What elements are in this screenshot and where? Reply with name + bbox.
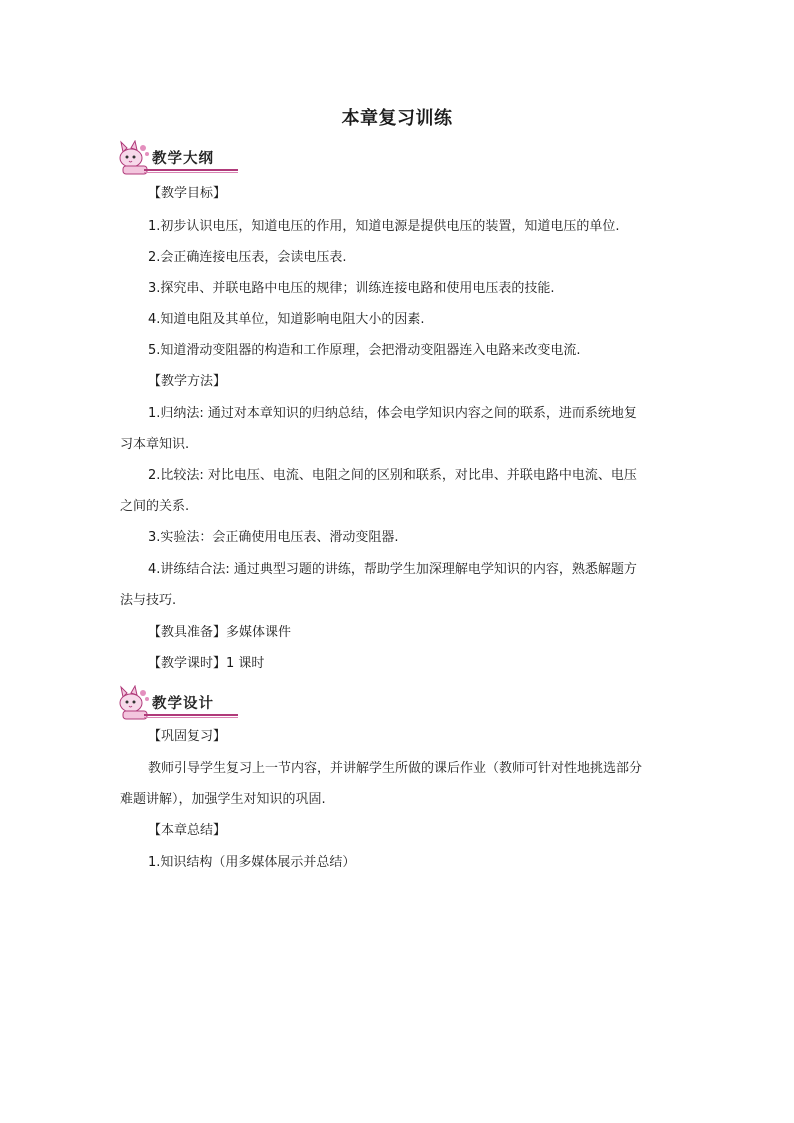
method-item-2-cont: 之间的关系. [120, 499, 190, 514]
section-badge-label: 教学大纲 [152, 151, 214, 167]
page-title: 本章复习训练 [341, 108, 453, 129]
goals-heading: 【教学目标】 [148, 186, 227, 201]
summary-heading: 【本章总结】 [148, 823, 227, 838]
goal-item-2: 2.会正确连接电压表，会读电压表. [148, 250, 347, 265]
section-badge-label: 教学设计 [152, 696, 214, 712]
hours-line: 【教学课时】1 课时 [148, 656, 265, 671]
badge-underline-thin [144, 172, 238, 173]
goal-item-5: 5.知道滑动变阻器的构造和工作原理，会把滑动变阻器连入电路来改变电流. [148, 343, 581, 358]
badge-underline [144, 169, 238, 171]
goal-item-4: 4.知道电阻及其单位，知道影响电阻大小的因素. [148, 312, 425, 327]
method-item-4: 4.讲练结合法: 通过典型习题的讲练，帮助学生加深理解电学知识的内容，熟悉解题方 [148, 562, 637, 577]
summary-item-1: 1.知识结构（用多媒体展示并总结） [148, 855, 356, 870]
tools-line: 【教具准备】多媒体课件 [148, 625, 292, 640]
methods-heading: 【教学方法】 [148, 374, 227, 389]
method-item-4-cont: 法与技巧. [120, 593, 177, 608]
section-badge-outline [117, 140, 239, 176]
method-item-3: 3.实验法：会正确使用电压表、滑动变阻器. [148, 530, 399, 545]
review-heading: 【巩固复习】 [148, 729, 227, 744]
badge-underline-thin [144, 717, 238, 718]
review-paragraph-cont: 难题讲解），加强学生对知识的巩固. [120, 792, 326, 807]
goal-item-1: 1.初步认识电压，知道电压的作用，知道电源是提供电压的装置，知道电压的单位. [148, 219, 620, 234]
section-badge-design [117, 685, 239, 721]
badge-underline [144, 714, 238, 716]
goal-item-3: 3.探究串、并联电路中电压的规律；训练连接电路和使用电压表的技能. [148, 281, 555, 296]
method-item-1: 1.归纳法: 通过对本章知识的归纳总结，体会电学知识内容之间的联系，进而系统地复 [148, 406, 637, 421]
method-item-1-cont: 习本章知识. [120, 437, 190, 452]
method-item-2: 2.比较法: 对比电压、电流、电阻之间的区别和联系，对比串、并联电路中电流、电压 [148, 468, 637, 483]
review-paragraph: 教师引导学生复习上一节内容，并讲解学生所做的课后作业（教师可针对性地挑选部分 [148, 761, 643, 776]
